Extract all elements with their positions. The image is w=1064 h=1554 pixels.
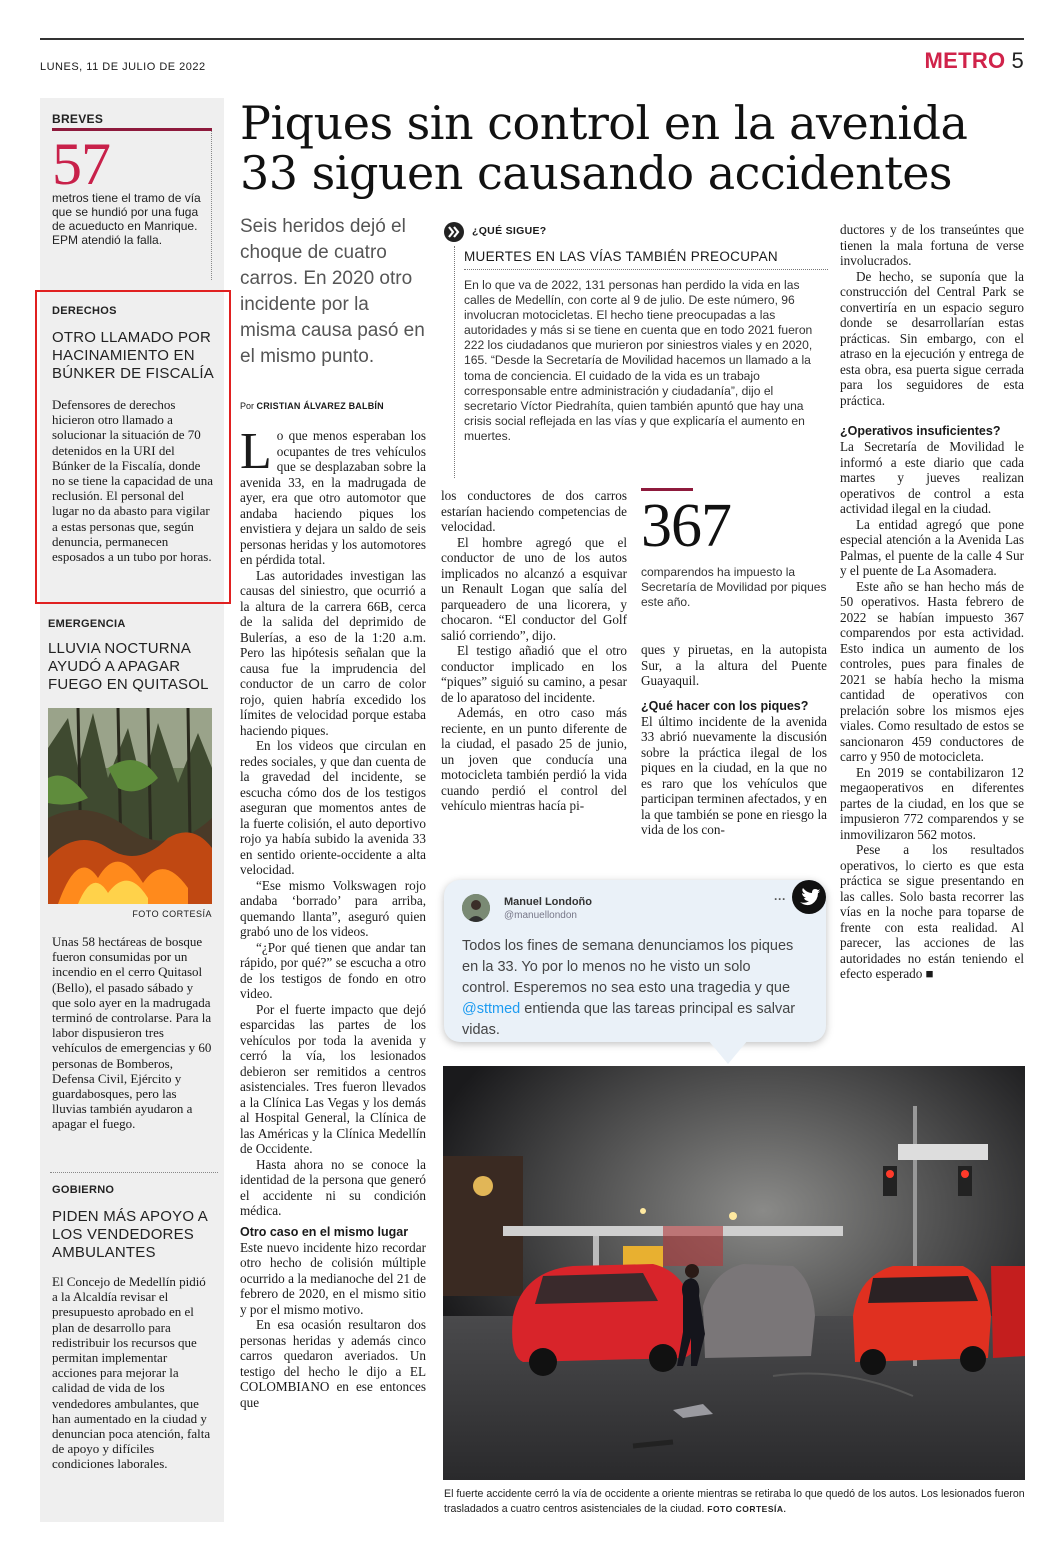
article-paragraph: De hecho, se suponía que la construcción del Central Park se convertiría en un espacio seguro donde se desarrollarían estas prácticas. Sin embargo, con el atraso en la ejecución y entrega de esta obra, esa puerta sigue cerrada para los seguidores de esta práctica. <box>840 268 1024 408</box>
article-column-4 <box>840 222 1024 982</box>
article-paragraph: ductores y de los transeúntes que tienen la mala fortuna de verse involucrados. <box>840 222 1024 268</box>
brief-divider <box>50 1172 218 1173</box>
tweet-mention: @sttmed <box>462 1001 521 1017</box>
tweet-author-name: Manuel Londoño <box>504 896 592 908</box>
article-paragraph <box>240 423 426 568</box>
article-paragraph: los conductores de dos carros estarían haciendo competencias de velocidad. <box>441 488 627 534</box>
forest-fire-image <box>48 708 212 904</box>
article-paragraph: El hombre agregó que el conductor de uno de los autos implicados no alcanzó a esquivar un Renault Logan que salía del parqueadero de una licorera, y chocaron. “El conductor del Golf salió corriendo”, dijo. <box>441 534 627 643</box>
twitter-bird-icon <box>792 880 826 914</box>
article-paragraph: Las autoridades investigan las causas del siniestro, que ocurrió a la altura de la carrera 66B, cerca de la salida del deprimido de Bulerías, a eso de la 1:20 a.m. Pero las hipótesis señalan que la causa fue la imprudencia del conductor de un carro de color rojo, quien habría excedido los límites de velocidad porque estaba haciendo piques. <box>240 567 426 738</box>
que-sigue-title: MUERTES EN LAS VÍAS TAMBIÉN PREOCUPAN <box>464 249 778 264</box>
double-chevron-icon <box>444 222 464 242</box>
que-sigue-rule <box>464 269 828 270</box>
article-paragraph: “¿Por qué tienen que andar tan rápido, por qué?” se escucha a otro de los testigos de fondo en otro video. <box>240 939 426 1001</box>
caption-text: El fuerte accidente cerró la vía de occidente a oriente mientras se retiraba lo que quedó de los autos. Los lesionados fueron trasladados a cuatro centros asistenciales de la ciudad. <box>444 1488 1025 1515</box>
tweet-card <box>444 880 826 1042</box>
article-headline: Piques sin control en la avenida 33 siguen causando accidentes <box>240 96 968 200</box>
accident-scene-image <box>443 1066 1025 1480</box>
brief-body: Defensores de derechos hicieron otro llamado a solucionar la situación de 70 detenidos en la URI del Búnker de la Fiscalía, donde no se tiene la capacidad de una reclusión. El personal del lugar no da abasto para vigilar a estas personas que, según denuncia, permanecen esposados a un tubo por horas. <box>52 397 213 565</box>
brief-body: Unas 58 hectáreas de bosque fueron consumidas por un incendio en el cerro Quitasol (Bello), el pasado sábado y que solo ayer en la madrugada terminó de controlarse. Para la labor dispusieron tres vehículos de emergencias y 60 personas de Bomberos, Defensa Civil, Ejército y guardabosques, pero las lluvias también ayudaron a apagar el fuego. <box>52 934 212 1132</box>
stat-figure: 367 <box>641 492 731 560</box>
que-sigue-vrule <box>454 246 455 478</box>
brief-label: EMERGENCIA <box>48 618 126 630</box>
article-subheading: Otro caso en el mismo lugar <box>240 1224 409 1239</box>
article-column-2 <box>441 488 627 814</box>
drop-cap: L <box>240 423 272 480</box>
que-sigue-label: ¿QUÉ SIGUE? <box>472 225 547 237</box>
article-paragraph: En 2019 se contabilizaron 12 megaoperativos en diferentes partes de la ciudad, en los que se impusieron 772 comparendos y se inmovilizaron 562 motos. <box>840 764 1024 842</box>
caption-credit: FOTO CORTESÍA. <box>707 1504 787 1514</box>
avatar <box>462 894 490 922</box>
paragraph-text: o que menos esperaban los ocupantes de tres vehículos que se desplazaban sobre la avenida 33, en la madrugada de ayer, era que otro automotor que andaba haciendo piques los envistiera y dejara un saldo de seis personas heridas y los automotores en pérdida total. <box>240 428 426 567</box>
article-paragraph: ques y piruetas, en la autopista Sur, a la altura del Puente Guayaquil. <box>641 642 827 688</box>
section-label: METRO <box>924 48 1006 73</box>
brief-figure: 57 <box>52 131 110 197</box>
brief-derechos <box>52 305 214 564</box>
article-paragraph: El último incidente de la avenida 33 abrió nuevamente la discusión sobre la práctica ilegal de los piques en la ciudad, en la que no es raro que los vehículos que participan terminen afectados, y en la que también se pone en riesgo la vida de los con- <box>641 713 827 837</box>
article-paragraph: Hasta ahora no se conoce la identidad de la persona que generó el accidente ni su condición médica. <box>240 1156 426 1218</box>
article-paragraph: “Ese mismo Volkswagen rojo andaba ‘borrado’ para arriba, quemando llanta”, aseguró quien grabó uno de los videos. <box>240 877 426 939</box>
article-paragraph: En los videos que circulan en redes sociales, y que dan cuenta de la gravedad del incidente, se escucha cómo dos de los testigos aseguran que momentos antes de la fuerte colisión, el auto deportivo rojo ya había subido la avenida 33 en sentido oriente-occidente a alta velocidad. <box>240 738 426 877</box>
stat-text: comparendos ha impuesto la Secretaría de Movilidad por piques este año. <box>641 565 827 609</box>
photo-caption <box>444 1487 1028 1517</box>
article-subheading: ¿Qué hacer con los piques? <box>641 698 809 713</box>
brief-title: LLUVIA NOCTURNA AYUDÓ A APAGAR FUEGO EN QUITASOL <box>48 640 209 693</box>
section-name <box>925 48 1025 74</box>
brief-gobierno <box>52 1184 214 1472</box>
article-column-3 <box>641 642 827 838</box>
article-paragraph: En esa ocasión resultaron dos personas heridas y además cinco carros quedaron averiados. Un testigo del hecho le dijo a EL COLOMBIANO en ese entonces que <box>240 1317 426 1410</box>
article-paragraph: Además, en otro caso más reciente, en un punto diferente de la ciudad, el pasado 25 de junio, un joven que conducía una motocicleta también perdió la vida cuando perdió el control del vehículo mientras hacía pi- <box>441 705 627 813</box>
tweet-text-end: entienda que las tareas principal es salvar vidas. <box>462 1001 796 1038</box>
photo-credit: FOTO CORTESÍA <box>132 909 212 919</box>
que-sigue-body: En lo que va de 2022, 131 personas han perdido la vida en las calles de Medellín, con corte al 9 de julio. De este número, 96 involucran motocicletas. El hecho tiene preocupadas a las autoridades y más si se tiene en cuenta que en todo 2021 fueron 222 los ciudadanos que murieron por siniestros viales y en 2020, 165. “Desde la Secretaría de Movilidad hacemos un llamado a la toma de conciencia. El cuidado de la vida es un trabajo corresponsable entre administración y ciudadanía”, dijo el secretario Víctor Piedrahíta, quien también apuntó que hay una crisis social reflejada en las vías y que explicaría el aumento en muertes. <box>464 278 813 443</box>
brief-title: PIDEN MÁS APOYO A LOS VENDEDORES AMBULANTES <box>52 1208 208 1261</box>
article-subheading: ¿Operativos insuficientes? <box>840 424 1001 438</box>
article-paragraph: La entidad agregó que pone especial atención a la Avenida Las Palmas, el puente de la calle 4 Sur y el puente de La Asomadera. <box>840 516 1024 578</box>
article-paragraph: Este año se han hecho más de 50 operativos. Hasta febrero de 2022 se habían impuesto 367 comparendos por esta actividad. Esto indica un aumento de los controles, pues para finales de 2021 se había hecho la misma cantidad de operativos con prelación sobre los mismos ejes viales. Como resultado de estos se sancionaron 459 conductores de carro y 950 de motocicleta. <box>840 578 1024 764</box>
brief-label: GOBIERNO <box>52 1184 115 1196</box>
tweet-pointer <box>708 1040 748 1064</box>
tweet-author-handle: @manuellondon <box>504 910 577 921</box>
byline-prefix: Por <box>240 401 255 411</box>
byline-author: CRISTIAN ÁLVAREZ BALBÍN <box>256 401 384 411</box>
article-paragraph: El testigo añadió que el otro conductor implicado en los “piques” siguió su camino, a pesar de lo aparatoso del incidente. <box>441 643 627 705</box>
stat-rule <box>641 488 693 491</box>
brief-body: El Concejo de Medellín pidió a la Alcaldía revisar el presupuesto aprobado en el plan de desarrollo para redistribuir los recursos que permitan implementar acciones para mejorar la calidad de vida de los vendedores ambulantes, que han aumentado en la ciudad y denuncian poca atención, falta de apoyo y difíciles condiciones laborales. <box>52 1274 211 1472</box>
forest-fire-photo <box>48 708 212 904</box>
tweet-text-start: Todos los fines de semana denunciamos los piques en la 33. Yo por lo menos no he visto un solo control. Esperemos no sea esto una tragedia y que <box>462 938 794 996</box>
accident-photo <box>443 1066 1025 1480</box>
brief-text: metros tiene el tramo de vía que se hundió por una fuga de acueducto en Manrique. EPM atendió la falla. <box>52 191 201 247</box>
article-paragraph: Pese a los resultados operativos, lo cierto es que esta práctica se sigue presentando en las calles. Solo basta recorrer las vías en la noche para toparse de frente con esta realidad. Al parecer, las acciones de las autoridades no están teniendo el efecto esperado ■ <box>840 842 1024 981</box>
brief-label: BREVES <box>52 112 104 126</box>
tweet-text <box>462 936 802 1041</box>
article-column-1 <box>240 423 426 1410</box>
brief-title: OTRO LLAMADO POR HACINAMIENTO EN BÚNKER DE FISCALÍA <box>52 329 214 382</box>
more-options-icon: ··· <box>774 892 786 906</box>
article-byline <box>240 401 384 411</box>
page-number: 5 <box>1011 48 1024 73</box>
article-paragraph: Por el fuerte impacto que dejó esparcidas las partes de los vehículos por toda la avenida y cerró la vía, los lesionados debieron ser remitidos a centros asistenciales. Tres fueron llevados a la Clínica Las Vegas y los demás al Hospital General, la Clínica de las Américas y la Clínica Medellín de Occidente. <box>240 1001 426 1156</box>
brief-label: DERECHOS <box>52 305 117 317</box>
issue-date: LUNES, 11 DE JULIO DE 2022 <box>40 61 206 73</box>
brief-breves <box>52 112 218 247</box>
article-paragraph: Este nuevo incidente hizo recordar otro hecho de colisión múltiple ocurrido a la medianoche del 21 de febrero de 2020, en el mismo sitio y por el mismo motivo. <box>240 1239 426 1317</box>
article-deck: Seis heridos dejó el choque de cuatro carros. En 2020 otro incidente por la misma causa pasó en el mismo punto. <box>240 216 425 367</box>
article-paragraph: La Secretaría de Movilidad le informó a este diario que cada martes y jueves realizan operativos de control a esta actividad ilegal en la ciudad. <box>840 439 1024 516</box>
top-rule <box>40 38 1024 40</box>
brief-emergencia <box>48 618 214 694</box>
